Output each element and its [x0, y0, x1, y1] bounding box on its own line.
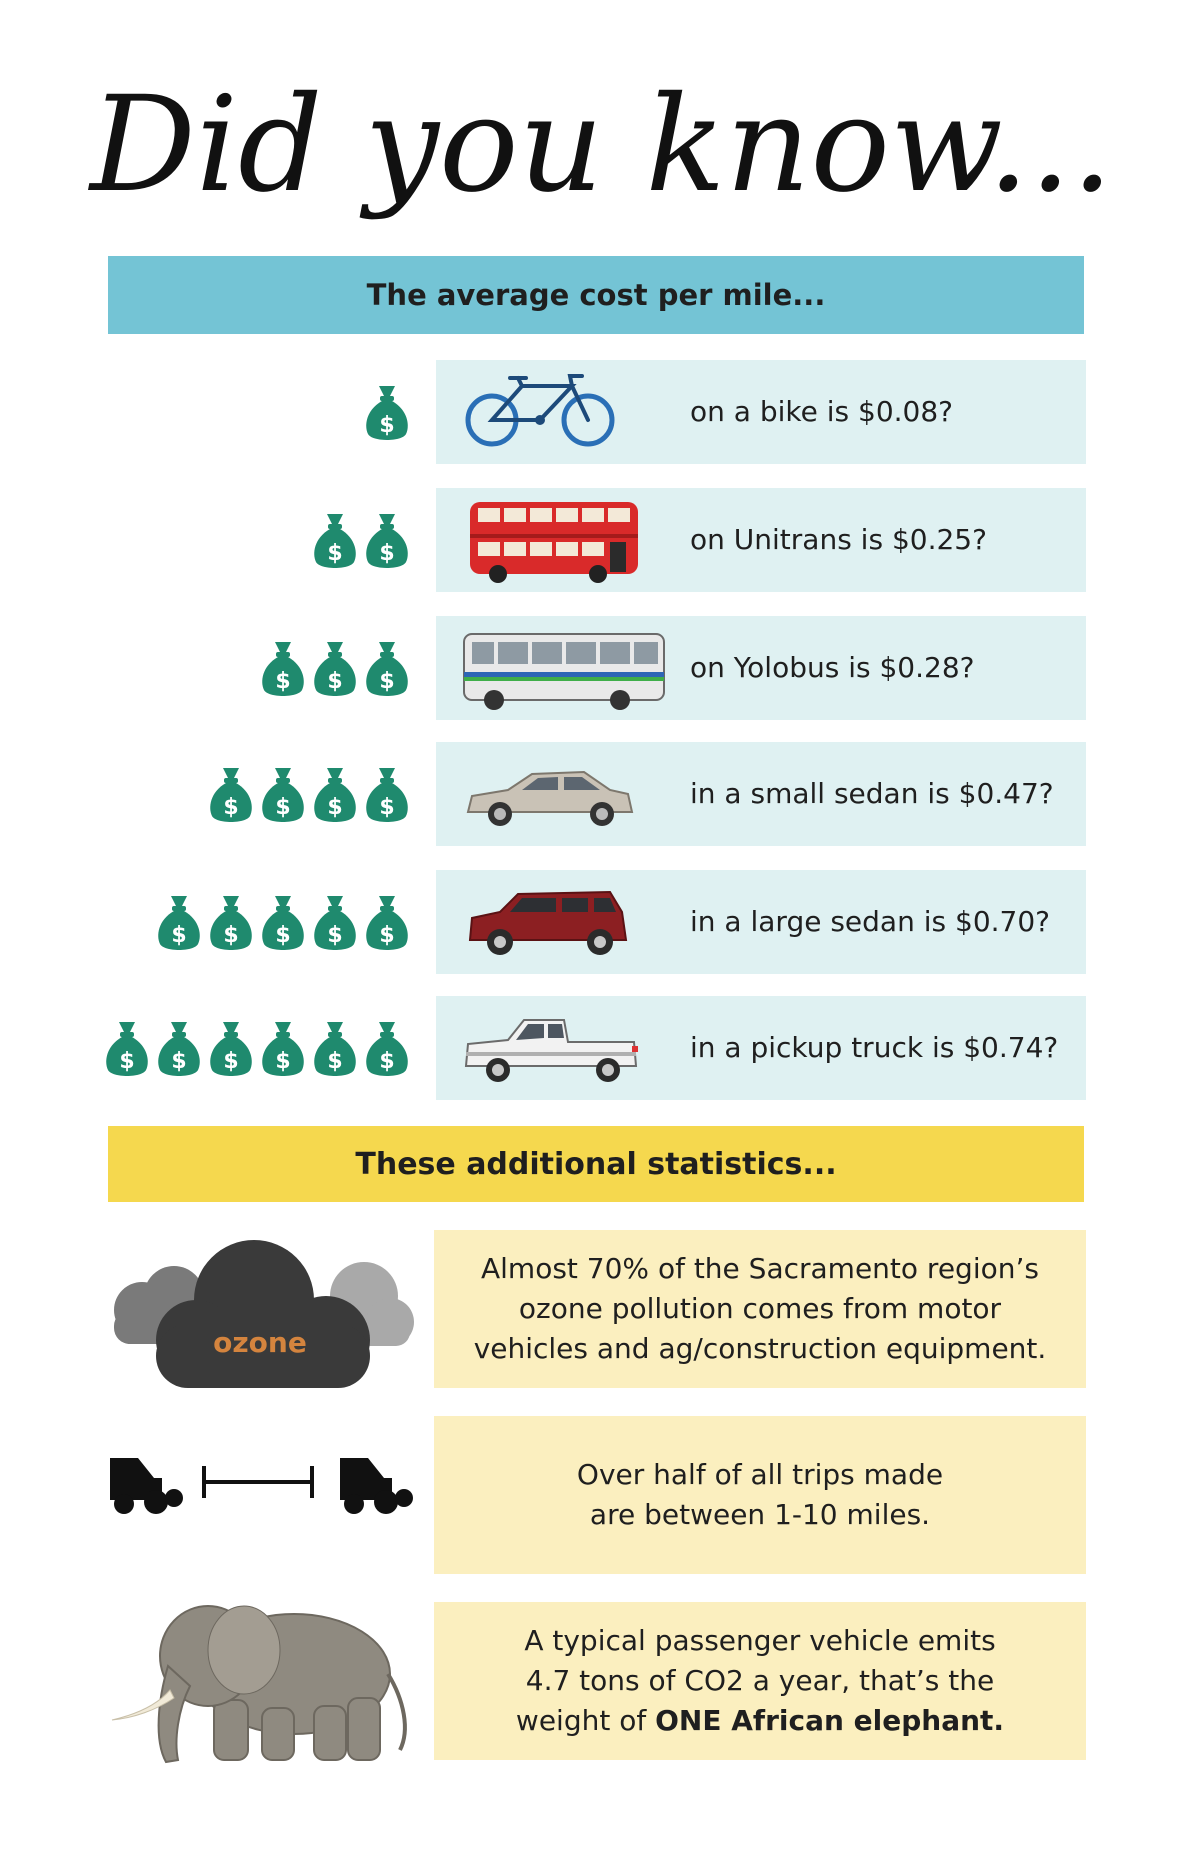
- stat-line: vehicles and ag/construction equipment.: [473, 1332, 1047, 1365]
- svg-text:$: $: [379, 1049, 395, 1074]
- money-bag-icon: [258, 764, 308, 826]
- money-bag-icon: [206, 892, 256, 954]
- elephant-stat-text: [516, 1621, 1004, 1741]
- stat-line: 4.7 tons of CO2 a year, that’s the: [525, 1664, 995, 1697]
- money-bag-icon: [362, 892, 412, 954]
- stat-line-prefix: weight of: [515, 1704, 656, 1737]
- stat-line: [516, 1701, 1004, 1741]
- svg-text:$: $: [275, 923, 291, 948]
- money-bag-icon: [206, 764, 256, 826]
- svg-text:$: $: [379, 541, 395, 566]
- pickup-truck-icon: [460, 1004, 668, 1092]
- money-bag-icon: [362, 510, 412, 572]
- money-bag-icon: [154, 892, 204, 954]
- elephant-stat-panel: [434, 1602, 1086, 1760]
- svg-text:$: $: [223, 923, 239, 948]
- money-bag-icon: [362, 382, 412, 444]
- money-bag-icon: [154, 1018, 204, 1080]
- svg-text:$: $: [275, 795, 291, 820]
- small-sedan-icon: [460, 750, 668, 838]
- svg-text:$: $: [223, 1049, 239, 1074]
- svg-text:$: $: [327, 923, 343, 948]
- money-bag-icon: [310, 764, 360, 826]
- cost-row-unitrans: [0, 488, 1200, 592]
- cost-row-pickup-truck: [0, 996, 1200, 1100]
- cost-row-large-sedan: [0, 870, 1200, 974]
- money-bag-icon: [362, 638, 412, 700]
- row-text: in a pickup truck is $0.74?: [690, 1031, 1059, 1064]
- stat-line: Over half of all trips made: [576, 1458, 944, 1491]
- money-bags: [258, 638, 412, 700]
- money-bag-icon: [310, 1018, 360, 1080]
- svg-text:$: $: [171, 923, 187, 948]
- stat-line: A typical passenger vehicle emits: [524, 1624, 996, 1657]
- trips-stat-panel: [434, 1416, 1086, 1574]
- row-text: on Unitrans is $0.25?: [690, 523, 987, 556]
- svg-text:$: $: [379, 413, 395, 438]
- money-bag-icon: [102, 1018, 152, 1080]
- stat-line: Almost 70% of the Sacramento region’s: [481, 1252, 1039, 1285]
- car-icon: [110, 1458, 183, 1514]
- cost-row-yolobus: [0, 616, 1200, 720]
- trips-stat-text: [577, 1455, 943, 1535]
- money-bags: [310, 510, 412, 572]
- money-bag-icon: [362, 764, 412, 826]
- bus-icon: [460, 624, 668, 712]
- svg-text:$: $: [119, 1049, 135, 1074]
- ozone-label: ozone: [213, 1326, 307, 1359]
- money-bags: [154, 892, 412, 954]
- cost-row-small-sedan: [0, 742, 1200, 846]
- cost-banner: [108, 256, 1084, 334]
- page-title: [80, 40, 1120, 260]
- stat-line: are between 1-10 miles.: [589, 1498, 931, 1531]
- money-bag-icon: [310, 510, 360, 572]
- ozone-stat-text: [474, 1249, 1047, 1369]
- svg-text:$: $: [379, 923, 395, 948]
- trip-distance-icon: [104, 1452, 416, 1532]
- cost-row-bike: [0, 360, 1200, 464]
- money-bag-icon: [258, 638, 308, 700]
- money-bag-icon: [206, 1018, 256, 1080]
- svg-text:$: $: [327, 795, 343, 820]
- row-text: in a large sedan is $0.70?: [690, 905, 1051, 938]
- row-text: in a small sedan is $0.47?: [690, 777, 1054, 810]
- ozone-stat-panel: [434, 1230, 1086, 1388]
- bike-icon: [460, 368, 668, 456]
- money-bag-icon: [310, 892, 360, 954]
- money-bags: [362, 382, 412, 444]
- money-bags: [102, 1018, 412, 1080]
- svg-text:$: $: [379, 669, 395, 694]
- money-bags: [206, 764, 412, 826]
- svg-text:$: $: [171, 1049, 187, 1074]
- svg-text:$: $: [275, 1049, 291, 1074]
- car-icon: [340, 1458, 413, 1514]
- stats-banner: [108, 1126, 1084, 1202]
- title-text: Did you know...: [90, 68, 1114, 222]
- row-text: on Yolobus is $0.28?: [690, 651, 975, 684]
- svg-text:$: $: [223, 795, 239, 820]
- money-bag-icon: [258, 892, 308, 954]
- money-bag-icon: [258, 1018, 308, 1080]
- svg-text:$: $: [379, 795, 395, 820]
- svg-text:$: $: [275, 669, 291, 694]
- row-text: on a bike is $0.08?: [690, 395, 954, 428]
- svg-text:$: $: [327, 669, 343, 694]
- money-bag-icon: [310, 638, 360, 700]
- stats-heading: These additional statistics...: [355, 1146, 837, 1182]
- large-sedan-icon: [460, 878, 668, 966]
- svg-text:$: $: [327, 541, 343, 566]
- elephant-icon: [104, 1590, 424, 1770]
- stat-line-emphasis: ONE African elephant.: [655, 1704, 1005, 1737]
- cost-heading: The average cost per mile...: [366, 278, 826, 312]
- double-decker-bus-icon: [460, 496, 668, 584]
- ozone-cloud-icon: [104, 1230, 416, 1390]
- svg-text:$: $: [327, 1049, 343, 1074]
- stat-line: ozone pollution comes from motor: [518, 1292, 1002, 1325]
- money-bag-icon: [362, 1018, 412, 1080]
